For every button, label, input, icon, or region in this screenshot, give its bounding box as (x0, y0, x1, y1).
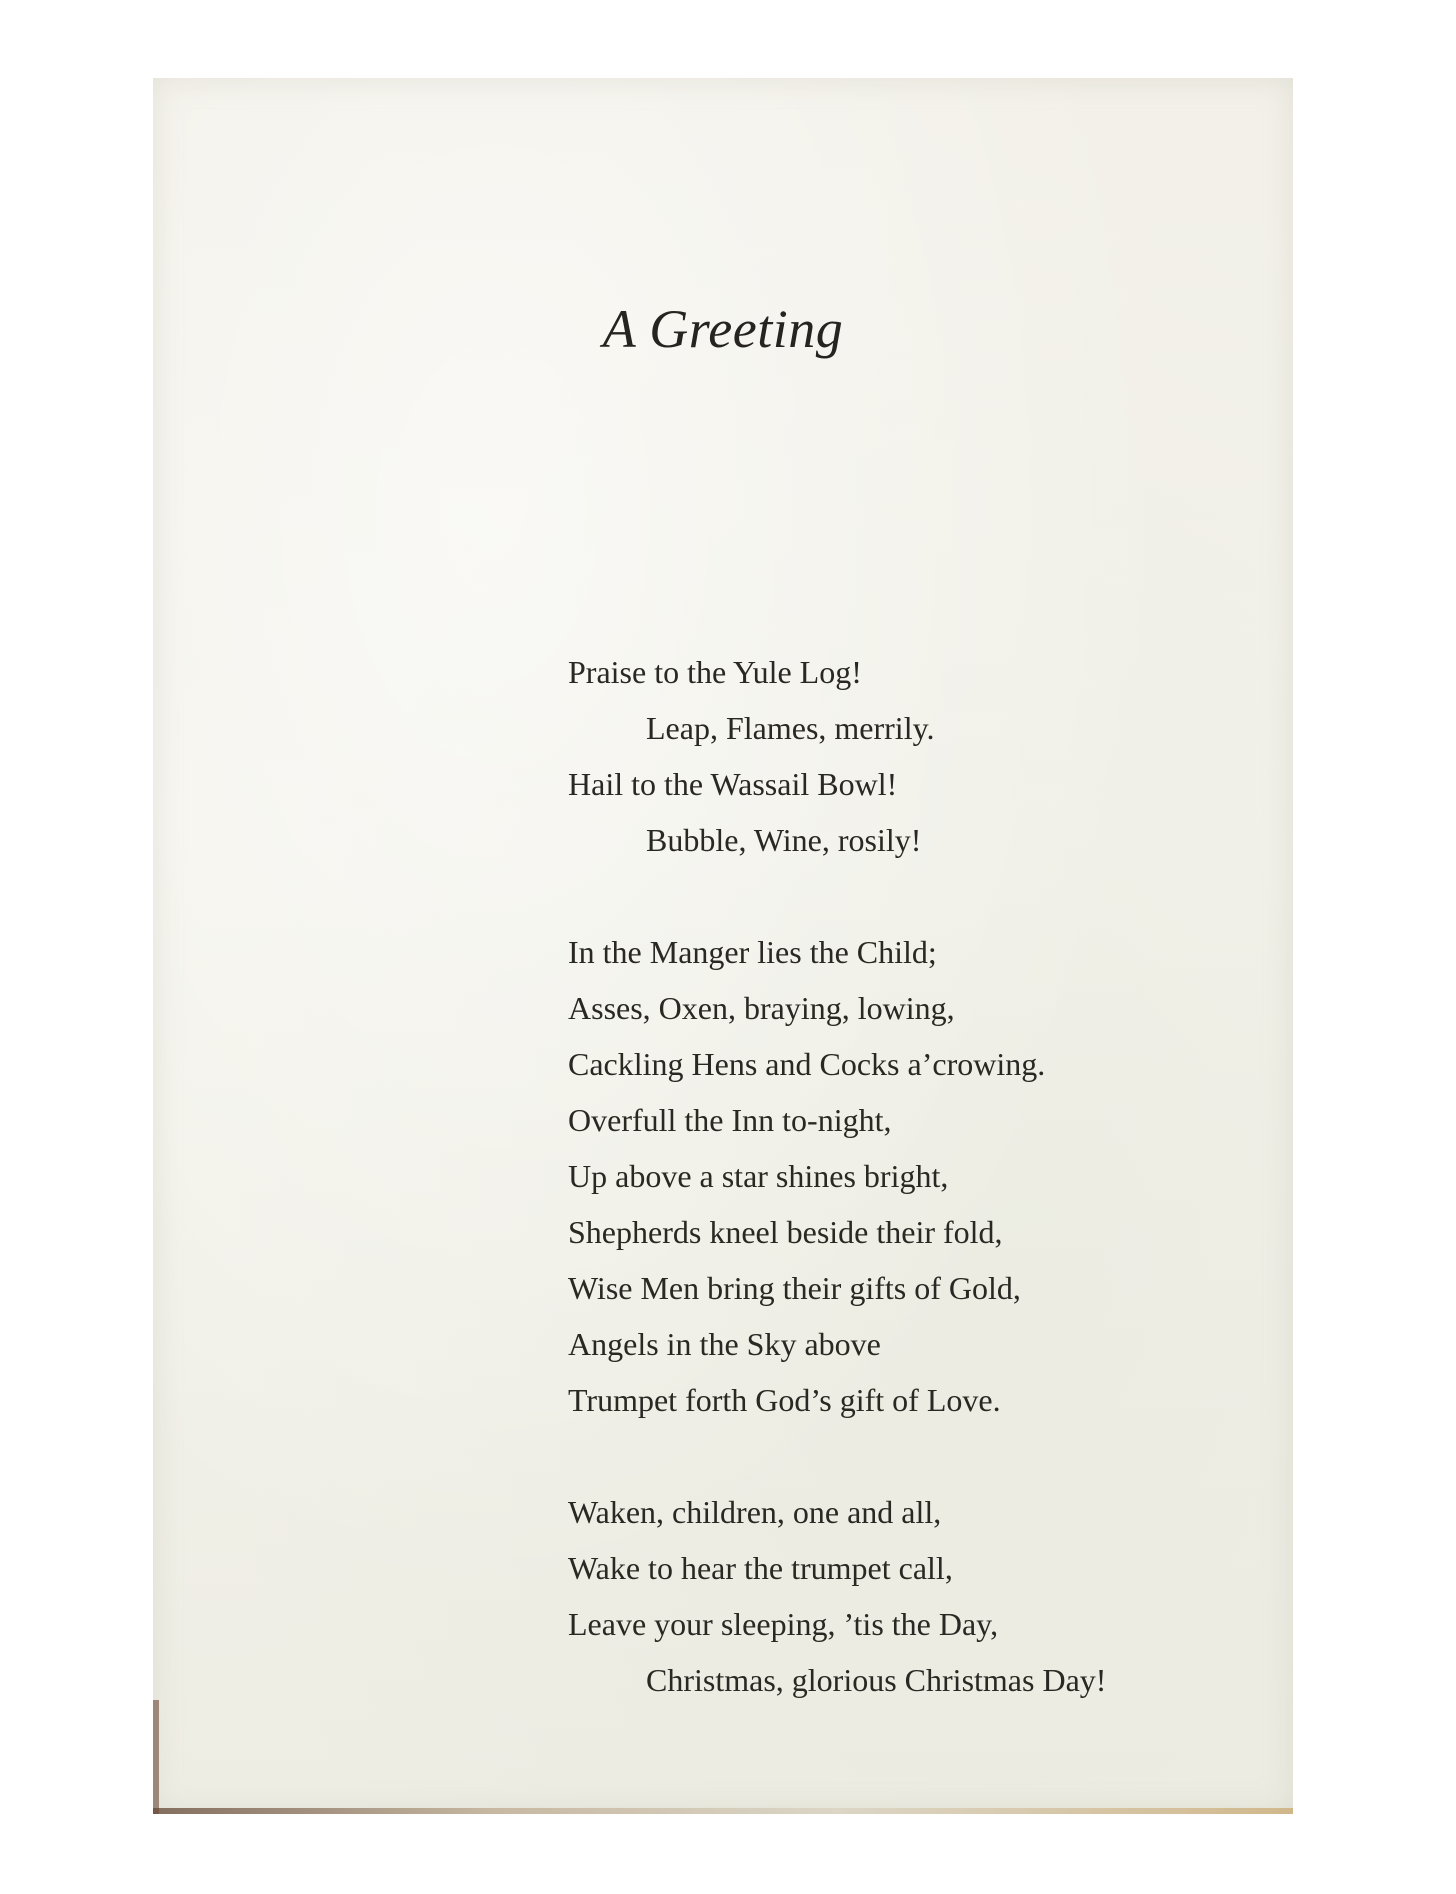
poem-line: Praise to the Yule Log! (568, 654, 862, 690)
poem-line: Shepherds kneel beside their fold, (568, 1214, 1003, 1250)
stanza (568, 1484, 1106, 1708)
book-page (153, 78, 1293, 1814)
poem-line: Asses, Oxen, braying, lowing, (568, 990, 955, 1026)
stanza-gap (568, 868, 1106, 924)
poem-line: Leave your sleeping, ’tis the Day, (568, 1606, 999, 1642)
stanza (568, 924, 1106, 1428)
poem-line: Leap, Flames, merrily. (646, 710, 935, 746)
poem-line: Wake to hear the trumpet call, (568, 1550, 953, 1586)
page-left-edge (153, 1700, 159, 1814)
poem-line: Christmas, glorious Christmas Day! (646, 1662, 1107, 1698)
poem-body (568, 644, 1106, 1708)
poem-line: Bubble, Wine, rosily! (646, 822, 922, 858)
poem-line: In the Manger lies the Child; (568, 934, 937, 970)
stanza (568, 644, 1106, 868)
poem-title: A Greeting (602, 299, 844, 359)
poem-line: Overfull the Inn to-night, (568, 1102, 892, 1138)
poem-line: Trumpet forth God’s gift of Love. (568, 1382, 1001, 1418)
poem-line: Hail to the Wassail Bowl! (568, 766, 898, 802)
poem-line: Angels in the Sky above (568, 1326, 881, 1362)
stanza-gap (568, 1428, 1106, 1484)
page-bottom-edge (153, 1808, 1293, 1814)
poem-line: Up above a star shines bright, (568, 1158, 949, 1194)
poem-line: Wise Men bring their gifts of Gold, (568, 1270, 1021, 1306)
poem-line: Waken, children, one and all, (568, 1494, 942, 1530)
poem-line: Cackling Hens and Cocks a’crowing. (568, 1046, 1046, 1082)
